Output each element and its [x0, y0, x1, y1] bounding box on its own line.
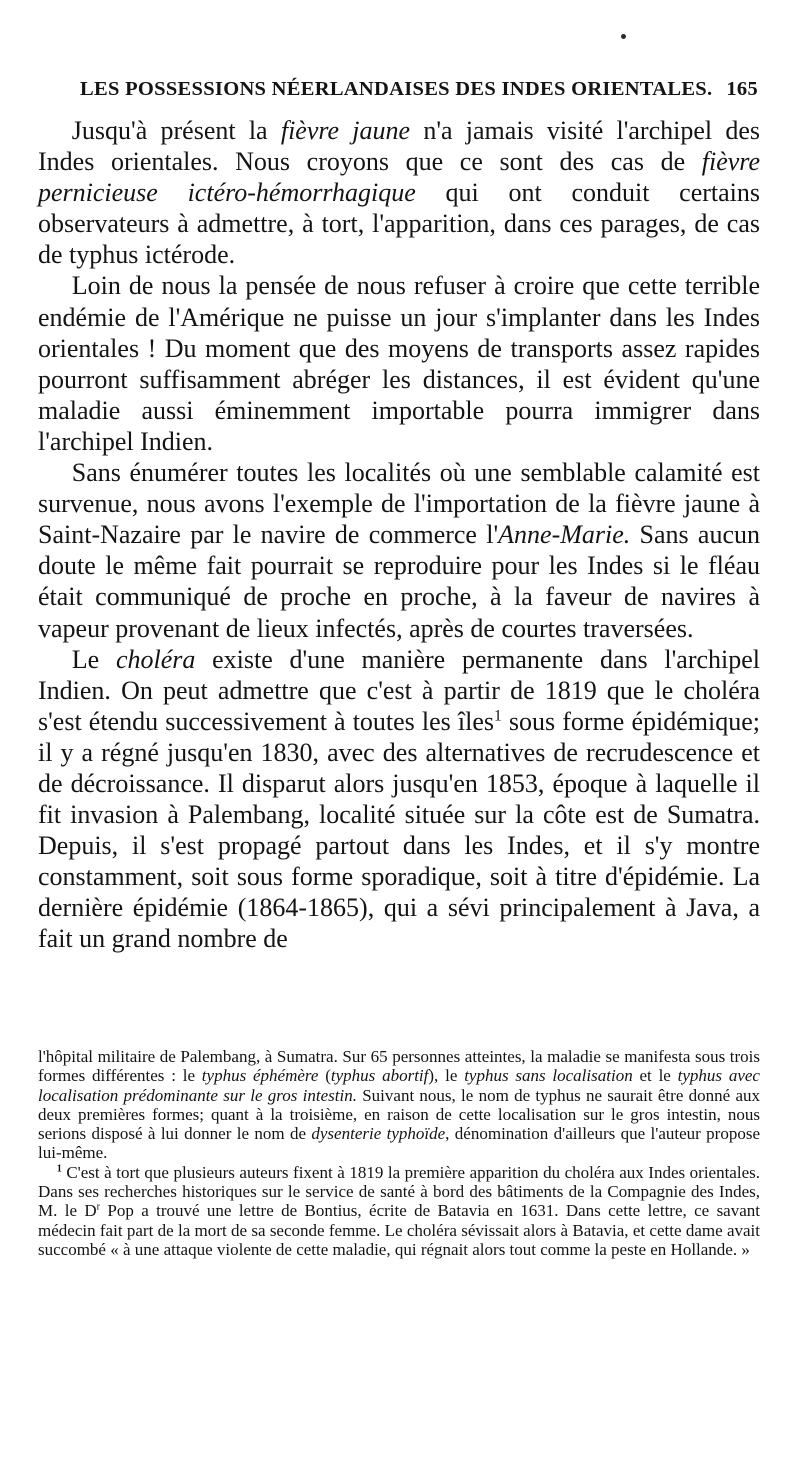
footnotes: [38, 1047, 760, 1259]
text-run: Pop a trouvé une lettre de Bontius, écrite de Batavia en 1631. Dans cette lettre, ce savant médecin fait part de la mort de sa seconde femme. Le choléra sévissait alors à Batavia, et cette dame avait succombé « à une attaque violente de cette maladie, qui régnait alors tout comme la peste en Hollande. »: [38, 1201, 760, 1259]
footnote-1: [38, 1163, 760, 1259]
text-run: Sans énumérer toutes les localités où une semblable calamité est survenue, nous avons l'exemple de l'importation de la fièvre jaune à Saint-Nazaire par le navire de commerce l': [38, 458, 760, 550]
ink-speck: [621, 34, 626, 39]
text-run: et le: [632, 1066, 678, 1086]
paragraph-endemic: Loin de nous la pensée de nous refuser à croire que cette terrible endémie de l'Amérique ne puisse un jour s'implanter dans les Indes orientales ! Du moment que des moyens de transports assez rapides pourront suffisamment abréger les distances, il est évident qu'une maladie aussi éminemment importable pourra immigrer dans l'archipel Indien.: [38, 271, 760, 456]
footnote-continuation: [38, 1047, 760, 1163]
text-run: Sans aucun doute le même fait pourrait se reproduire pour les Indes si le fléau était communiqué de proche en proche, à la faveur de navires à vapeur provenant de lieux infectés, après de courtes traversées.: [38, 520, 761, 643]
running-header: [80, 78, 758, 101]
text-run: Le: [71, 644, 116, 674]
italic-term: fièvre pernicieuse ictéro-hémorrhagique: [38, 147, 760, 208]
italic-term: dysenterie typhoïde: [311, 1124, 446, 1144]
paragraph-cholera: [38, 644, 760, 955]
running-title: LES POSSESSIONS NÉERLANDAISES DES INDES ORIENTALES.: [80, 78, 713, 100]
text-run: existe d'une manière permanente dans l'archipel Indien. On peut admettre que c'est à partir de 1819 que le choléra s'est étendu successivement à toutes les îles: [38, 644, 761, 736]
main-text: [38, 115, 760, 955]
italic-term: typhus abortif: [330, 1066, 429, 1086]
text-run: n'a jamais visité l'archipel des Indes orientales. Nous croyons que ce sont des cas de: [38, 116, 761, 177]
footnote-ref: 1: [494, 707, 502, 725]
italic-term: choléra: [115, 644, 196, 674]
text-run: (: [318, 1066, 331, 1086]
italic-ship-name: Anne-Marie.: [498, 520, 631, 550]
superscript: r: [96, 1201, 101, 1213]
page-number: 165: [726, 78, 758, 100]
text-run: C'est à tort que plusieurs auteurs fixent à 1819 la première apparition du choléra aux Indes orientales. Dans ses recherches historiques sur le service de santé à bord des bâtiments de la Compagnie des Indes, M. le D: [38, 1162, 760, 1221]
italic-term: fièvre jaune: [280, 116, 411, 145]
italic-term: typhus éphémère: [201, 1066, 319, 1086]
paragraph-saint-nazaire: [38, 457, 760, 644]
text-run: qui ont conduit certains observateurs à admettre, à tort, l'apparition, dans ces parages, de cas de typhus ictérode.: [38, 178, 761, 270]
italic-term: typhus avec localisation prédominante sur le gros intestin.: [38, 1066, 760, 1105]
text-run: Jusqu'à présent la: [71, 116, 281, 145]
italic-term: typhus sans localisation: [464, 1066, 633, 1086]
text-run: l'hôpital militaire de Palembang, à Sumatra. Sur 65 personnes atteintes, la maladie se manifesta sous trois formes différentes : le: [38, 1047, 760, 1086]
text-run: ), le: [428, 1066, 465, 1086]
text-run: sous forme épidémique; il y a régné jusqu'en 1830, avec des alternatives de recrudescence et de décroissance. Il disparut alors jusqu'en 1853, époque à laquelle il fit invasion à Palembang, localité située sur la côte est de Sumatra. Depuis, il s'est propagé partout dans les Indes, et il s'y montre constamment, soit sous forme sporadique, soit à titre d'épidémie. La dernière épidémie (1864-1865), qui a sévi principalement à Java, a fait un grand nombre de: [38, 706, 760, 954]
paragraph-yellow-fever: [38, 115, 760, 270]
text-run: , dénomination d'ailleurs que l'auteur propose lui-même.: [38, 1124, 760, 1163]
footnote-marker: 1: [56, 1163, 62, 1175]
text-run: Suivant nous, le nom de typhus ne saurait être donné aux deux premières formes; quant à la troisième, en raison de cette localisation sur le gros intestin, nous serions disposé à lui donner le nom de: [38, 1085, 760, 1144]
